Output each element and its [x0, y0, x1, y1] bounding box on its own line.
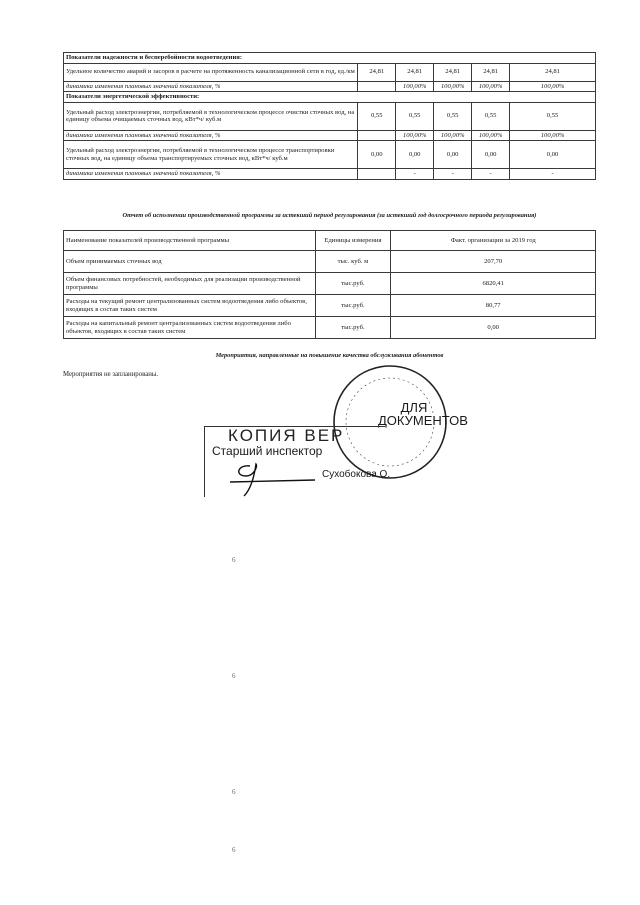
row-unit: тыс.руб. — [315, 295, 391, 317]
measures-text: Мероприятия не запланированы. — [63, 371, 159, 378]
inspector-title: Старший инспектор — [212, 444, 323, 458]
cell-value: 100,00% — [434, 81, 472, 92]
table-row — [64, 317, 596, 339]
stamp-line: ДЛЯ — [400, 400, 428, 415]
cell-value: 0,55 — [434, 102, 472, 130]
cell-value: 0,00 — [358, 141, 396, 169]
row-label: Объем финансовых потребностей, необходимых для реализации производственной программы — [64, 273, 316, 295]
column-header: Наименование показателей производственной программы — [64, 231, 316, 251]
signature — [220, 458, 320, 498]
cell-value: 0,00 — [510, 141, 596, 169]
row-label: Расходы на капитальный ремонт централизованных систем водоотведения либо объектов, входящих в состав таких систем — [64, 317, 316, 339]
signer-name: Сухобокова О. — [322, 469, 391, 480]
indicators-table — [63, 52, 596, 180]
cell-value: 24,81 — [396, 63, 434, 81]
cell-value — [358, 130, 396, 141]
table-row — [64, 169, 596, 180]
cell-value: 100,00% — [434, 130, 472, 141]
cell-value: 24,81 — [358, 63, 396, 81]
margin-mark: 6 — [232, 846, 236, 854]
table-row — [64, 141, 596, 169]
cell-value: 100,00% — [472, 81, 510, 92]
row-unit: тыс.руб. — [315, 317, 391, 339]
cell-value: 0,00 — [434, 141, 472, 169]
cell-value: 24,81 — [434, 63, 472, 81]
column-header: Факт. организации за 2019 год — [391, 231, 596, 251]
table-row — [64, 92, 596, 103]
column-header: Единицы измерения — [315, 231, 391, 251]
row-label: Объем принимаемых сточных вод — [64, 251, 316, 273]
cell-value — [358, 169, 396, 180]
reliability-header: Показатели надежности и бесперебойности водоотведения: — [64, 53, 596, 64]
row-unit: тыс.руб. — [315, 273, 391, 295]
cell-value: 0,55 — [358, 102, 396, 130]
cell-value: 24,81 — [472, 63, 510, 81]
row-unit: тыс. куб. м — [315, 251, 391, 273]
margin-mark: 6 — [232, 672, 236, 680]
cell-value: 100,00% — [510, 130, 596, 141]
row-label: Удельный расход электроэнергии, потребляемой в технологическом процессе очистки сточных вод, на единицу объема очищаемых сточных вод, кВт*ч/ куб.м — [64, 102, 358, 130]
cell-value: 100,00% — [472, 130, 510, 141]
row-label: Расходы на текущий ремонт централизованных систем водоотведения либо объектов, входящих в состав таких систем — [64, 295, 316, 317]
row-value: 6820,41 — [391, 273, 596, 295]
cell-value: 100,00% — [396, 81, 434, 92]
row-label: динамика изменения плановых значений показателя, % — [64, 169, 358, 180]
margin-mark: 6 — [232, 788, 236, 796]
table-row — [64, 102, 596, 130]
cell-value: 100,00% — [510, 81, 596, 92]
stamp-line: ДОКУМЕНТОВ — [378, 413, 468, 428]
table-row — [64, 130, 596, 141]
cell-value: - — [472, 169, 510, 180]
cell-value: - — [510, 169, 596, 180]
row-label: Удельный расход электроэнергии, потребляемой в технологическом процессе транспортировки сточных вод, на единицу объема транспортируемых сточных вод, кВт*ч/ куб.м — [64, 141, 358, 169]
measures-title: Мероприятия, направленные на повышение качества обслуживания абонентов — [215, 352, 444, 359]
cell-value: 0,55 — [396, 102, 434, 130]
row-value: 207,70 — [391, 251, 596, 273]
row-label: Удельное количество аварий и засоров в расчете на протяженность канализационной сети в год, ед./км — [64, 63, 358, 81]
cell-value: 0,00 — [472, 141, 510, 169]
row-value: 0,00 — [391, 317, 596, 339]
table-row — [64, 63, 596, 81]
table-row — [64, 295, 596, 317]
report-table — [63, 230, 596, 339]
table-row — [64, 81, 596, 92]
energy-header: Показатели энергетической эффективности: — [64, 92, 596, 103]
table-row — [64, 53, 596, 64]
margin-mark: 6 — [232, 556, 236, 564]
cell-value: 0,00 — [396, 141, 434, 169]
row-label: динамика изменения плановых значений показателя, % — [64, 130, 358, 141]
table-row — [64, 251, 596, 273]
cell-value: 0,55 — [510, 102, 596, 130]
stamp-text — [378, 400, 468, 428]
cell-value: - — [434, 169, 472, 180]
cell-value: 0,55 — [472, 102, 510, 130]
copy-label: КОПИЯ ВЕР — [228, 426, 345, 445]
table-row — [64, 273, 596, 295]
cell-value: 24,81 — [510, 63, 596, 81]
report-title: Отчет об исполнении производственной программы за истекший период регулирования (за истекший год долгосрочного периода регулирования) — [122, 212, 537, 219]
cell-value — [358, 81, 396, 92]
cell-value: - — [396, 169, 434, 180]
table-header-row — [64, 231, 596, 251]
cell-value: 100,00% — [396, 130, 434, 141]
row-value: 80,77 — [391, 295, 596, 317]
row-label: динамика изменения плановых значений показателя, % — [64, 81, 358, 92]
